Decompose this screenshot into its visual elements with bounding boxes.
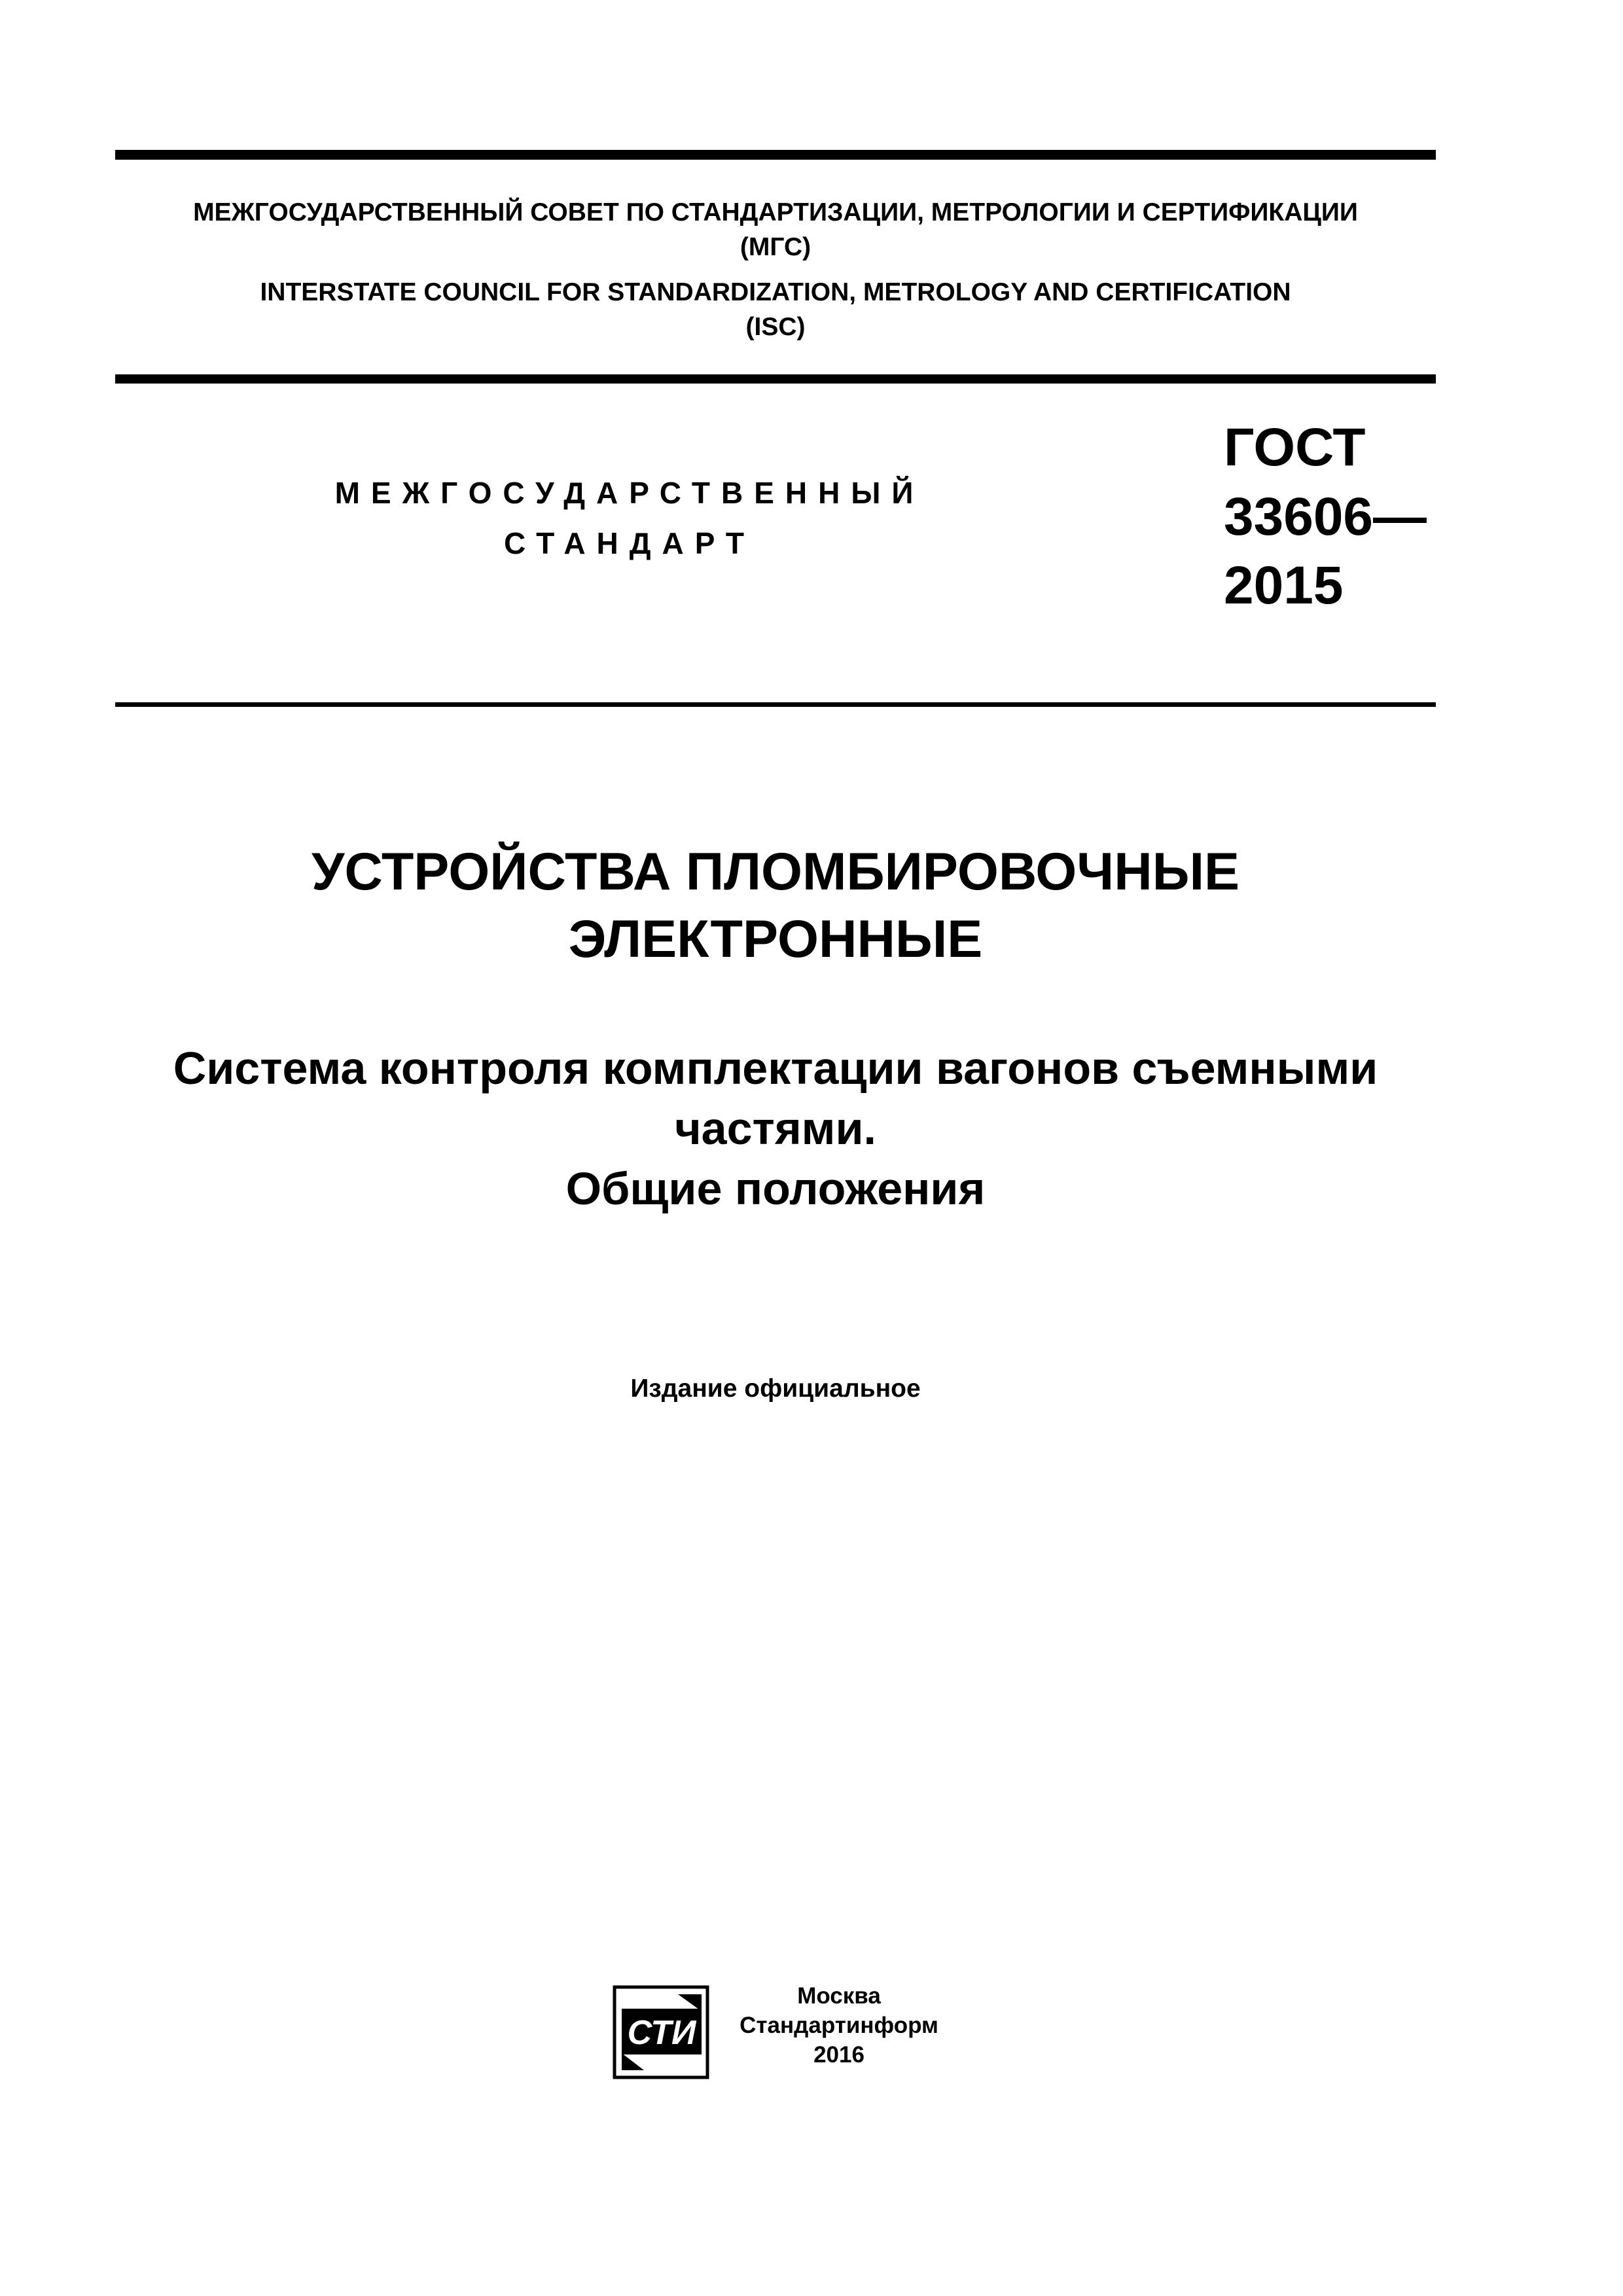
document-subtitle-line2: частями. xyxy=(675,1103,876,1154)
gost-prefix: ГОСТ xyxy=(1224,418,1366,477)
bottom-divider xyxy=(115,702,1436,707)
standard-type-line1: МЕЖГОСУДАРСТВЕННЫЙ xyxy=(334,476,925,510)
logo-lettering: СТИ xyxy=(627,2014,696,2052)
document-title-line2: ЭЛЕКТРОННЫЕ xyxy=(568,910,983,969)
council-abbr-ru: (МГС) xyxy=(740,233,812,261)
standartinform-logo-icon xyxy=(613,1985,709,2079)
document-subtitle-line1: Система контроля комплектации вагонов съемными xyxy=(173,1043,1378,1094)
top-divider xyxy=(115,150,1436,160)
middle-divider xyxy=(115,374,1436,384)
council-name-en: INTERSTATE COUNCIL FOR STANDARDIZATION, METROLOGY AND CERTIFICATION xyxy=(260,278,1291,306)
council-abbr-en: (ISC) xyxy=(745,313,806,341)
edition-note: Издание официальное xyxy=(630,1374,921,1403)
publisher-year: 2016 xyxy=(813,2042,865,2068)
publisher-city: Москва xyxy=(797,1983,881,2009)
gost-number: 33606— xyxy=(1224,487,1427,547)
gost-year: 2015 xyxy=(1224,556,1344,615)
publisher-name: Стандартинформ xyxy=(740,2013,938,2038)
document-title-line1: УСТРОЙСТВА ПЛОМБИРОВОЧНЫЕ xyxy=(311,842,1240,901)
council-name-ru: МЕЖГОСУДАРСТВЕННЫЙ СОВЕТ ПО СТАНДАРТИЗАЦИИ, МЕТРОЛОГИИ И СЕРТИФИКАЦИИ xyxy=(193,198,1358,226)
standard-type-line2: СТАНДАРТ xyxy=(504,526,755,560)
document-subtitle-line3: Общие положения xyxy=(565,1163,986,1214)
